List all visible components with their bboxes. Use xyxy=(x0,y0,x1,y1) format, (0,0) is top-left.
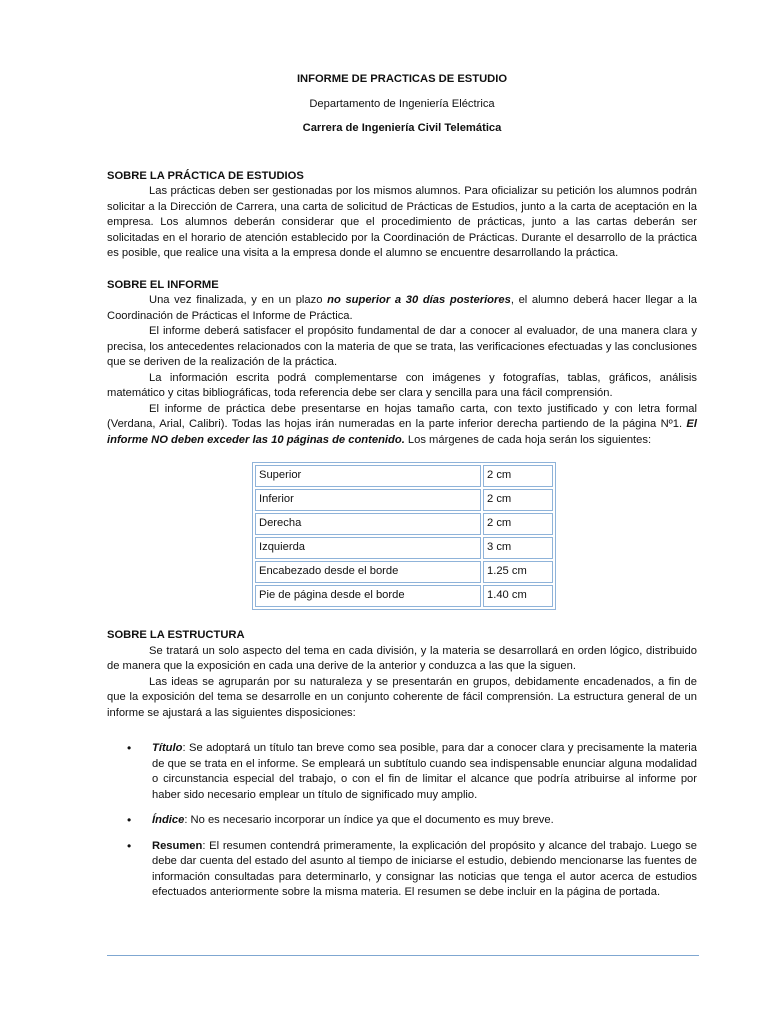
list-text: : El resumen contendrá primeramente, la explicación del propósito y alcance del trabajo. Luego se debe dar cuenta del estado del asunto al tiempo de iniciarse el estudio, debiendo mencionarse las fuentes de información consultadas para determinarlo, y consignar las noticias que tenga el autor acerca de estudios efectuados anteriormente sobre la misma materia. El resumen se debe incluir en la página de portada. xyxy=(152,839,697,898)
paragraph-complemento: La información escrita podrá complementarse con imágenes y fotografías, tablas, gráficos, análisis matemático y citas bibliográficas, toda referencia debe ser clara y sencilla para una fácil comprensión. xyxy=(107,371,697,399)
paragraph-plazo xyxy=(107,293,697,324)
bullet-icon: • xyxy=(127,838,132,853)
bullet-icon: • xyxy=(127,813,132,827)
table-row xyxy=(255,489,553,511)
section-estructura xyxy=(107,628,697,901)
paragraph-practica: Las prácticas deben ser gestionadas por los mismos alumnos. Para oficializar su petición los alumnos podrán solicitar a la Dirección de Carrera, una carta de solicitud de Prácticas de Estudios, junto a la carta de aceptación en la empresa. Los alumnos deberán considerar que el procedimiento de prácticas, junto a las cartas deberán ser solicitadas en el horario de atención establecido por la Coordinación de Prácticas. Durante el desarrollo de la práctica es posible, que realice una visita a la empresa donde el alumno se encuentre desarrollando la práctica. xyxy=(107,185,697,259)
document-title: INFORME DE PRACTICAS DE ESTUDIO xyxy=(296,73,508,85)
list-item-indice xyxy=(107,813,697,829)
department-name: Departamento de Ingeniería Eléctrica xyxy=(309,97,495,110)
table-row xyxy=(255,561,553,583)
emphasis-plazo: no superior a 30 días posteriores xyxy=(327,294,511,306)
table-row xyxy=(255,585,553,607)
margins-table xyxy=(252,462,556,610)
paragraph-division: Se tratará un solo aspecto del tema en cada división, y la materia se desarrollará en orden lógico, distribuido de manera que la exposición en cada una derive de la anterior y conduzca a las que la siguen. xyxy=(107,644,697,672)
list-text: : Se adoptará un título tan breve como sea posible, para dar a conocer clara y precisamente la materia de que se trata en el informe. Se empleará un subtítulo cuando sea indispensable enunciar alguna modalidad o circunstancia especial del trabajo, o con el fin de limitar el alcance que podría atribuirse al informe por haber sido necesario emplear un título de significado muy amplio. xyxy=(152,742,697,801)
text-segment: Una vez finalizada, y en un plazo xyxy=(149,294,328,306)
table-cell-label: Superior xyxy=(255,465,481,487)
list-text: : No es necesario incorporar un índice ya que el documento es muy breve. xyxy=(184,814,554,826)
table-cell-label: Derecha xyxy=(255,513,481,535)
table-cell-value: 2 cm xyxy=(483,465,553,487)
table-row xyxy=(255,465,553,487)
list-term: Índice xyxy=(152,814,185,826)
table-row xyxy=(255,537,553,559)
table-cell-value: 3 cm xyxy=(483,537,553,559)
paragraph-formato xyxy=(107,402,697,449)
section-heading-estructura: SOBRE LA ESTRUCTURA xyxy=(107,629,245,641)
text-segment: , el alumno deberá hacer llegar a la Coordinación de Prácticas el Informe de Práctica. xyxy=(107,294,698,322)
table-cell-value: 2 cm xyxy=(483,513,553,535)
bullet-icon: • xyxy=(127,741,132,755)
structure-list xyxy=(107,741,697,901)
list-term: Título xyxy=(152,742,183,754)
section-heading-informe: SOBRE EL INFORME xyxy=(107,278,219,291)
table-cell-value: 1.40 cm xyxy=(483,585,553,607)
table-row xyxy=(255,513,553,535)
table-cell-label: Inferior xyxy=(255,489,481,511)
table-cell-label: Izquierda xyxy=(255,537,481,559)
emphasis-paginas: El informe NO deben exceder las 10 páginas de contenido. xyxy=(107,418,697,446)
text-segment: El informe de práctica debe presentarse en hojas tamaño carta, con texto justificado y con letra formal (Verdana, Arial, Calibri). Todas las hojas irán numeradas en la parte inferior derecha partiendo de la página Nº1. xyxy=(107,402,697,430)
section-practica xyxy=(107,169,697,262)
section-heading-practica: SOBRE LA PRÁCTICA DE ESTUDIOS xyxy=(107,169,304,182)
text-segment: Los márgenes de cada hoja serán los siguientes: xyxy=(404,433,652,446)
footer-divider xyxy=(107,955,699,956)
career-name: Carrera de Ingeniería Civil Telemática xyxy=(302,122,502,134)
table-cell-value: 2 cm xyxy=(483,489,553,511)
table-cell-label: Encabezado desde el borde xyxy=(255,561,481,583)
list-item-resumen xyxy=(107,839,697,901)
table-cell-value: 1.25 cm xyxy=(483,561,553,583)
list-term: Resumen xyxy=(152,839,203,852)
list-item-titulo xyxy=(107,741,697,803)
paragraph-proposito: El informe deberá satisfacer el propósito fundamental de dar a conocer al evaluador, de una manera clara y precisa, los antecedentes relacionados con la materia de que se trata, las verificaciones efectuadas y las conclusiones que se deriven de la realización de la práctica. xyxy=(107,325,697,368)
document-page xyxy=(107,66,697,911)
table-cell-label: Pie de página desde el borde xyxy=(255,585,481,607)
section-informe xyxy=(107,278,697,611)
paragraph-agrupacion: Las ideas se agruparán por su naturaleza y se presentarán en grupos, debidamente encadenados, a fin de que la exposición del tema se desarrolle en un conjunto coherente de fácil comprensión. La estructura general de un informe se ajustará a las siguientes disposiciones: xyxy=(107,675,697,719)
